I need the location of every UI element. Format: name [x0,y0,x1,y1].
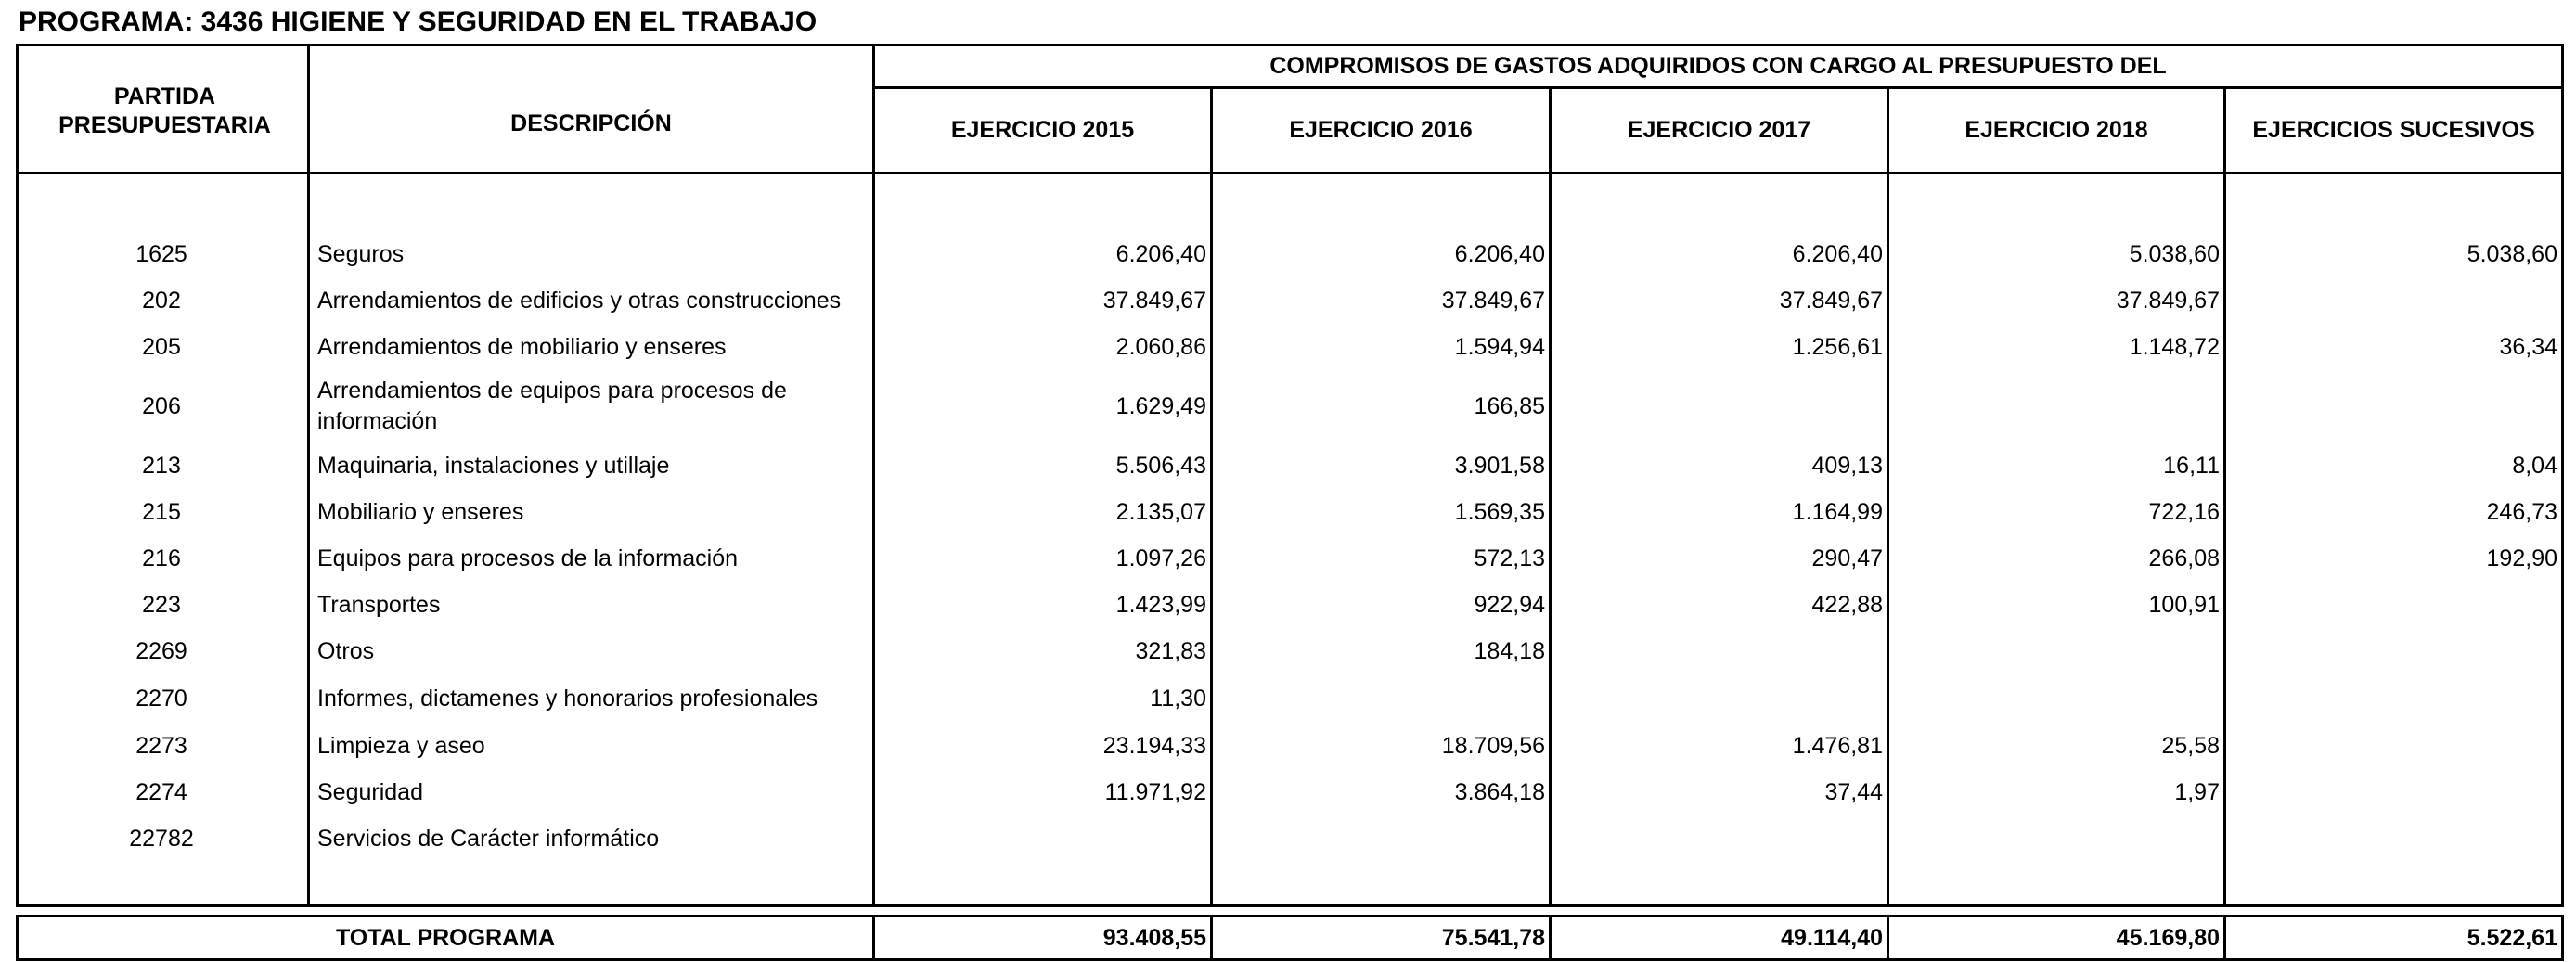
cell-2018: 25,58 [2161,732,2220,759]
table-row [0,446,2576,485]
cell-sucesivos [2226,679,2561,718]
table-row [0,726,2576,765]
table-row [0,327,2576,366]
total-label: TOTAL PROGRAMA [335,924,556,951]
header-descripcion: DESCRIPCIÓN [510,109,672,136]
header-year-2016: EJERCICIO 2016 [1289,117,1473,143]
table-row [0,632,2576,671]
table-row [0,235,2576,274]
cell-sucesivos [2226,281,2561,320]
total-row [0,917,2576,958]
cell-2015: 1.629,49 [1115,392,1206,419]
cell-2015 [875,819,1210,858]
cell-2018 [1889,819,2223,858]
cell-description: Maquinaria, instalaciones y utillaje [317,452,670,479]
cell-2018: 1.148,72 [2129,333,2220,360]
cell-code: 2273 [135,732,187,759]
cell-sucesivos [2226,726,2561,765]
cell-2015: 321,83 [1135,637,1206,664]
table-row [0,376,2576,437]
cell-sucesivos: 36,34 [2499,333,2557,360]
cell-description: Arrendamientos de edificios y otras construcciones [317,287,842,314]
cell-description: Transportes [317,591,441,618]
cell-2017: 422,88 [1811,591,1883,618]
cell-2015: 23.194,33 [1102,732,1206,759]
cell-description: Limpieza y aseo [317,732,485,759]
cell-description: Arrendamientos de mobiliario y enseres [317,333,727,360]
cell-code: 206 [142,392,181,419]
cell-2018: 5.038,60 [2129,240,2220,267]
table-row [0,585,2576,624]
cell-code: 205 [142,333,181,360]
cell-description: Seguros [317,240,405,267]
cell-2015: 2.135,07 [1115,498,1206,525]
cell-2017 [1552,819,1887,858]
cell-description: Otros [317,637,375,664]
cell-2017: 37.849,67 [1779,287,1883,314]
cell-2018: 266,08 [2148,545,2220,571]
cell-2017: 409,13 [1811,452,1883,479]
cell-2016: 1.569,35 [1454,498,1545,525]
cell-description: Servicios de Carácter informático [317,825,660,852]
cell-2018: 1,97 [2174,778,2220,805]
total-2016: 75.541,78 [1441,924,1545,951]
cell-description: Seguridad [317,778,423,805]
cell-description: Arrendamientos de equipos para procesos de información [317,378,787,434]
header-year-2017: EJERCICIO 2017 [1627,117,1811,143]
cell-2017 [1552,679,1887,718]
cell-2018: 100,91 [2148,591,2220,618]
cell-2018 [1889,679,2223,718]
cell-code: 213 [142,452,181,479]
cell-sucesivos [2226,376,2561,437]
cell-sucesivos: 246,73 [2486,498,2557,525]
cell-2017: 37,44 [1824,778,1883,805]
cell-code: 22782 [129,825,194,852]
cell-code: 202 [142,287,181,314]
cell-sucesivos [2226,773,2561,812]
header-bottom-divider [16,172,2564,174]
cell-2016: 1.594,94 [1454,333,1545,360]
cell-2016: 572,13 [1474,545,1545,571]
cell-2017: 1.476,81 [1792,732,1883,759]
cell-2018 [1889,632,2223,671]
cell-2017 [1552,632,1887,671]
total-2018: 45.169,80 [2116,924,2220,951]
cell-2016: 6.206,40 [1454,240,1545,267]
cell-2015: 5.506,43 [1115,452,1206,479]
cell-2018: 16,11 [2163,452,2220,479]
table-row [0,281,2576,320]
header-year-2018: EJERCICIO 2018 [1964,117,2148,143]
cell-2015: 6.206,40 [1115,240,1206,267]
cell-2018: 37.849,67 [2116,287,2220,314]
cell-code: 2274 [135,778,187,805]
cell-description: Informes, dictamenes y honorarios profesionales [317,685,818,712]
cell-code: 223 [142,591,181,618]
cell-sucesivos: 192,90 [2486,545,2557,571]
cell-2016: 3.901,58 [1454,452,1545,479]
cell-2018: 722,16 [2148,498,2220,525]
table-row [0,679,2576,718]
cell-code: 216 [142,545,181,571]
cell-2016: 184,18 [1474,637,1545,664]
cell-2016 [1213,819,1549,858]
cell-sucesivos: 8,04 [2512,452,2557,479]
header-year-2015: EJERCICIO 2015 [950,117,1135,143]
cell-2015: 2.060,86 [1115,333,1206,360]
cell-2015: 11.971,92 [1104,778,1206,805]
total-sucesivos: 5.522,61 [2467,924,2557,951]
cell-code: 1625 [135,240,187,267]
cell-sucesivos [2226,585,2561,624]
cell-2016: 3.864,18 [1454,778,1545,805]
cell-2016 [1213,679,1549,718]
cell-sucesivos [2226,632,2561,671]
table-row [0,493,2576,532]
header-sucesivos: EJERCICIOS SUCESIVOS [2252,117,2535,143]
cell-2018 [1889,376,2223,437]
total-2015: 93.408,55 [1102,924,1206,951]
cell-code: 215 [142,498,181,525]
cell-2017: 1.256,61 [1792,333,1883,360]
cell-sucesivos [2226,819,2561,858]
cell-description: Equipos para procesos de la información [317,545,739,571]
cell-2017: 6.206,40 [1792,240,1883,267]
cell-2015: 37.849,67 [1102,287,1206,314]
header-group: COMPROMISOS DE GASTOS ADQUIRIDOS CON CARGO AL PRESUPUESTO DEL [1269,53,2167,79]
cell-code: 2269 [135,637,187,664]
cell-2016: 922,94 [1474,591,1545,618]
cell-sucesivos: 5.038,60 [2467,240,2557,267]
page-title: PROGRAMA: 3436 HIGIENE Y SEGURIDAD EN EL TRABAJO [19,6,818,37]
cell-2016: 37.849,67 [1441,287,1545,314]
total-2017: 49.114,40 [1781,924,1883,951]
cell-2017 [1552,376,1887,437]
cell-2015: 11,30 [1150,685,1206,712]
cell-2015: 1.423,99 [1115,591,1206,618]
header-partida: PARTIDA PRESUPUESTARIA [58,83,271,138]
cell-2016: 166,85 [1474,392,1545,419]
table-row [0,819,2576,858]
cell-2015: 1.097,26 [1115,545,1206,571]
cell-2017: 290,47 [1811,545,1883,571]
cell-description: Mobiliario y enseres [317,498,524,525]
table-row [0,773,2576,812]
table-row [0,539,2576,578]
cell-2017: 1.164,99 [1792,498,1883,525]
cell-code: 2270 [135,685,187,712]
cell-2016: 18.709,56 [1441,732,1545,759]
